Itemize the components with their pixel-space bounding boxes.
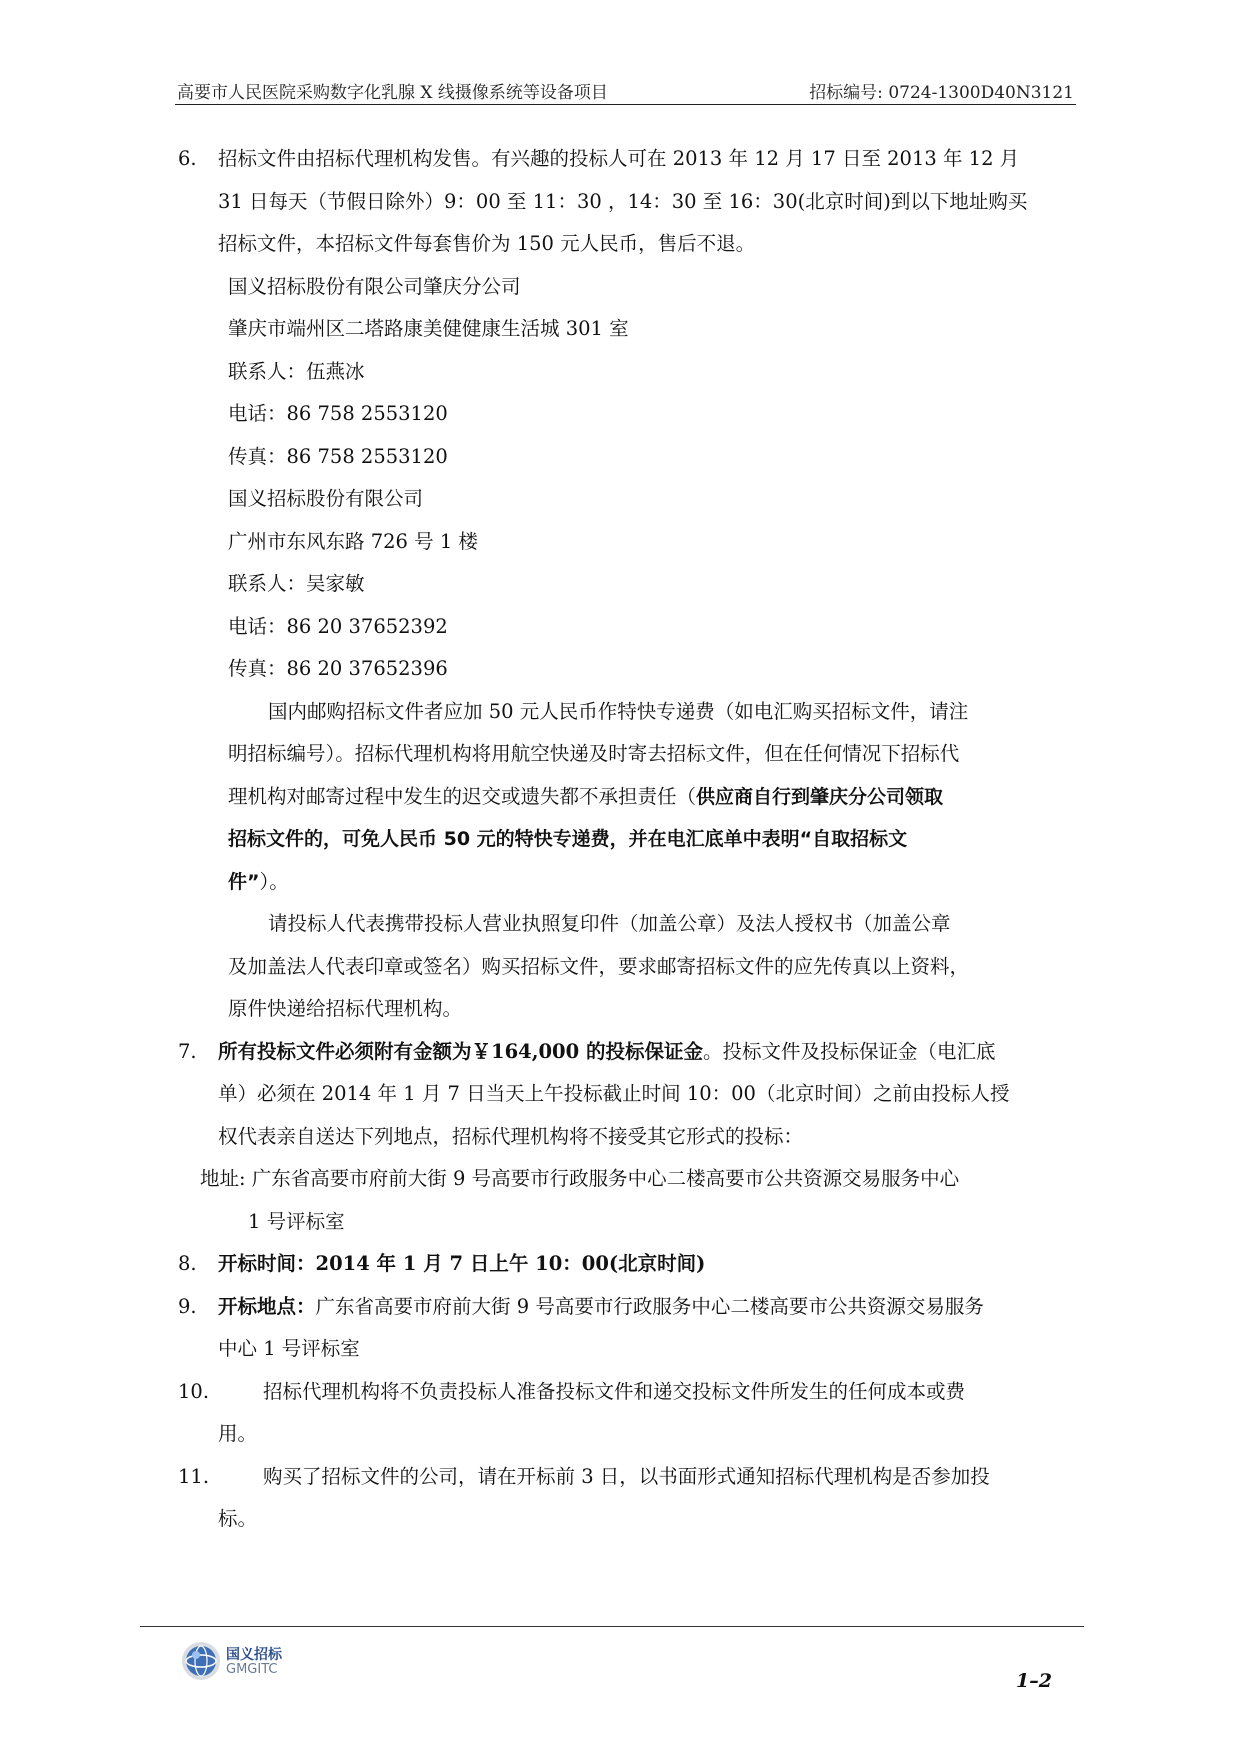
text-line: 购买了招标文件的公司，请在开标前 3 日，以书面形式通知招标代理机构是否参加投 [263, 1464, 990, 1488]
text-line: 用。 [218, 1422, 258, 1445]
logo-english-text: GMGITC [226, 1662, 278, 1677]
item-8 [178, 1243, 1076, 1286]
text-line: 国内邮购招标文件者应加 50 元人民币作特快专递费（如电汇购买招标文件，请注 [268, 699, 969, 723]
bold-text: 件” [228, 870, 260, 893]
submission-address [178, 1158, 1076, 1243]
text-line: 中心 1 号评标室 [218, 1337, 360, 1360]
item-10 [178, 1371, 1076, 1456]
project-title: 高要市人民医院采购数字化乳腺 X 线摄像系统等设备项目 [177, 83, 608, 103]
contact-person: 联系人：伍燕冰 [228, 359, 365, 383]
phone: 电话：86 20 37652392 [228, 614, 448, 638]
text-line: 招标文件，本招标文件每套售价为 150 元人民币，售后不退。 [218, 232, 756, 255]
requirement-paragraph [178, 903, 1076, 1031]
text-line: 单）必须在 2014 年 1 月 7 日当天上午投标截止时间 10：00（北京时间）之前由投标人授 [218, 1082, 1010, 1105]
page-number: 1–2 [1016, 1670, 1052, 1692]
text-line: 31 日每天（节假日除外）9：00 至 11：30 ，14：30 至 16：30(北京时间)到以下地址购买 [218, 189, 1028, 213]
tender-number: 招标编号: 0724-1300D40N3121 [809, 83, 1074, 103]
company-address: 肇庆市端州区二塔路康美健健康生活城 301 室 [228, 317, 629, 340]
item-7 [178, 1031, 1076, 1159]
text-line: 招标文件由招标代理机构发售。有兴趣的投标人可在 2013 年 12 月 17 日至 2013 年 12 月 [218, 147, 1020, 170]
text-line [218, 1286, 1076, 1329]
text-line [218, 1031, 1076, 1074]
text-span: ）。 [259, 869, 289, 893]
bold-text: 开标时间：2014 年 1 月 7 日上午 10：00(北京时间) [218, 1252, 706, 1275]
text-span: 理机构对邮寄过程中发生的迟交或遗失都不承担责任（ [228, 784, 697, 808]
text-line: 原件快递给招标代理机构。 [228, 997, 463, 1020]
text-line [218, 1243, 1076, 1286]
item-11 [178, 1456, 1076, 1541]
item-number: 9. [178, 1294, 197, 1318]
text-line: 1 号评标室 [248, 1209, 345, 1233]
document-body [178, 138, 1076, 1541]
company-logo [180, 1640, 310, 1686]
text-line: 权代表亲自送达下列地点，招标代理机构将不接受其它形式的投标： [218, 1124, 804, 1148]
item-number: 11. [178, 1464, 210, 1488]
address-block-zhaoqing [178, 266, 1076, 479]
text-line: 地址: 广东省高要市府前大街 9 号高要市行政服务中心二楼高要市公共资源交易服务中心 [200, 1167, 960, 1190]
item-6 [178, 138, 1076, 266]
company-address: 广州市东风东路 726 号 1 楼 [228, 529, 478, 553]
text-line: 请投标人代表携带投标人营业执照复印件（加盖公章）及法人授权书（加盖公章 [268, 912, 951, 935]
item-number: 8. [178, 1252, 197, 1275]
text-line: 及加盖法人代表印章或签名）购买招标文件，要求邮寄招标文件的应先传真以上资料， [228, 954, 970, 978]
item-number: 7. [178, 1039, 197, 1063]
globe-gear-icon [180, 1640, 222, 1682]
phone: 电话：86 758 2553120 [228, 402, 448, 425]
contact-person: 联系人：吴家敏 [228, 572, 365, 595]
text-line [228, 776, 1076, 819]
company-name: 国义招标股份有限公司肇庆分公司 [228, 274, 521, 298]
item-number: 6. [178, 147, 197, 170]
text-line [228, 861, 1076, 904]
bold-text: 供应商自行到肇庆分公司领取 [696, 785, 944, 808]
text-line: 明招标编号）。招标代理机构将用航空快递及时寄去招标文件，但在任何情况下招标代 [228, 742, 960, 765]
text-line: 标。 [218, 1507, 258, 1530]
logo-chinese-text: 国义招标 [226, 1647, 282, 1663]
text-span: 广东省高要市府前大街 9 号高要市行政服务中心二楼高要市公共资源交易服务 [315, 1294, 984, 1318]
company-name: 国义招标股份有限公司 [228, 487, 424, 510]
page-header [175, 76, 1076, 105]
item-9 [178, 1286, 1076, 1371]
address-block-guangzhou [178, 478, 1076, 691]
bold-text: 开标地点： [218, 1294, 316, 1318]
text-line: 招标代理机构将不负责投标人准备投标文件和递交投标文件所发生的任何成本或费 [263, 1379, 966, 1403]
item-number: 10. [178, 1379, 210, 1403]
text-span: 。投标文件及投标保证金（电汇底 [703, 1039, 996, 1063]
footer-divider [140, 1626, 1084, 1627]
bold-text: 所有投标文件必须附有金额为￥164,000 的投标保证金 [218, 1039, 703, 1063]
fax: 传真：86 758 2553120 [228, 444, 448, 468]
fax: 传真：86 20 37652396 [228, 657, 448, 680]
bold-text: 招标文件的，可免人民币 50 元的特快专递费，并在电汇底单中表明“自取招标文 [228, 828, 908, 850]
mail-order-paragraph [178, 691, 1076, 904]
